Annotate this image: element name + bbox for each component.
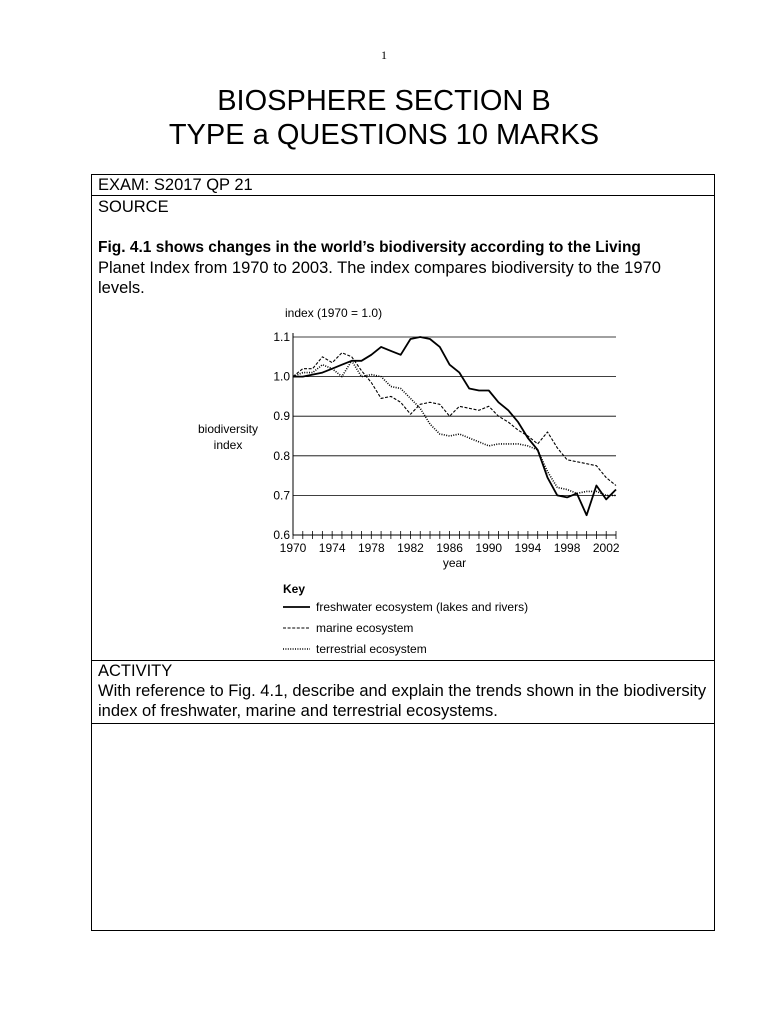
source-row — [92, 196, 715, 661]
line-chart — [98, 298, 708, 660]
title-line-2: TYPE a QUESTIONS 10 MARKS — [168, 119, 600, 151]
activity-label: ACTIVITY — [98, 662, 173, 680]
y-axis-label-line1: biodiversity — [197, 422, 259, 436]
answer-space[interactable] — [92, 724, 715, 931]
activity-text: With reference to Fig. 4.1, describe and explain the trends shown in the biodiversity index of freshwater, marine and terrestrial ecosystems. — [98, 682, 707, 720]
series-line-solid — [293, 337, 616, 515]
series-line-dotted — [293, 361, 616, 496]
x-tick-label: 1990 — [475, 541, 503, 555]
series-line-dashed — [293, 353, 616, 486]
chart-title: index (1970 = 1.0) — [285, 306, 383, 320]
x-tick-label: 1982 — [397, 541, 424, 555]
activity-cell — [92, 661, 715, 724]
figure-caption-rest: Planet Index from 1970 to 2003. The index compares biodiversity to the 1970 levels. — [98, 259, 661, 297]
x-tick-label: 1994 — [514, 541, 542, 555]
x-tick-label: 1978 — [357, 541, 385, 555]
source-label: SOURCE — [98, 198, 169, 216]
answer-row — [92, 724, 715, 931]
figure-caption-bold: Fig. 4.1 shows changes in the world’s biodiversity according to the Living — [98, 239, 641, 256]
y-tick-label: 1.1 — [273, 330, 290, 344]
exam-row — [92, 175, 715, 196]
x-tick-label: 2002 — [592, 541, 620, 555]
figure-caption — [98, 237, 708, 298]
y-tick-label: 1.0 — [273, 369, 290, 384]
y-tick-label: 0.7 — [273, 488, 290, 503]
y-tick-label: 0.6 — [273, 528, 290, 542]
x-tick-label: 1986 — [436, 541, 463, 555]
x-tick-label: 1998 — [553, 541, 581, 555]
source-cell — [92, 196, 715, 661]
exam-reference: EXAM: S2017 QP 21 — [92, 175, 715, 196]
legend-label: terrestrial ecosystem — [316, 642, 427, 656]
legend-label: freshwater ecosystem (lakes and rivers) — [316, 600, 529, 614]
activity-row — [92, 661, 715, 724]
page-number: 1 — [381, 48, 387, 62]
x-axis-label: year — [442, 556, 467, 570]
y-axis-label-line2: index — [213, 438, 243, 452]
y-tick-label: 0.8 — [273, 448, 290, 463]
x-tick-label: 1970 — [279, 541, 307, 555]
title-line-1: BIOSPHERE SECTION B — [217, 85, 551, 117]
worksheet-table — [91, 174, 715, 931]
legend-title: Key — [283, 582, 306, 596]
page-title — [0, 84, 768, 152]
y-tick-label: 0.9 — [273, 409, 290, 424]
legend-label: marine ecosystem — [316, 621, 414, 635]
figure-chart — [98, 298, 708, 660]
x-tick-label: 1974 — [318, 541, 346, 555]
